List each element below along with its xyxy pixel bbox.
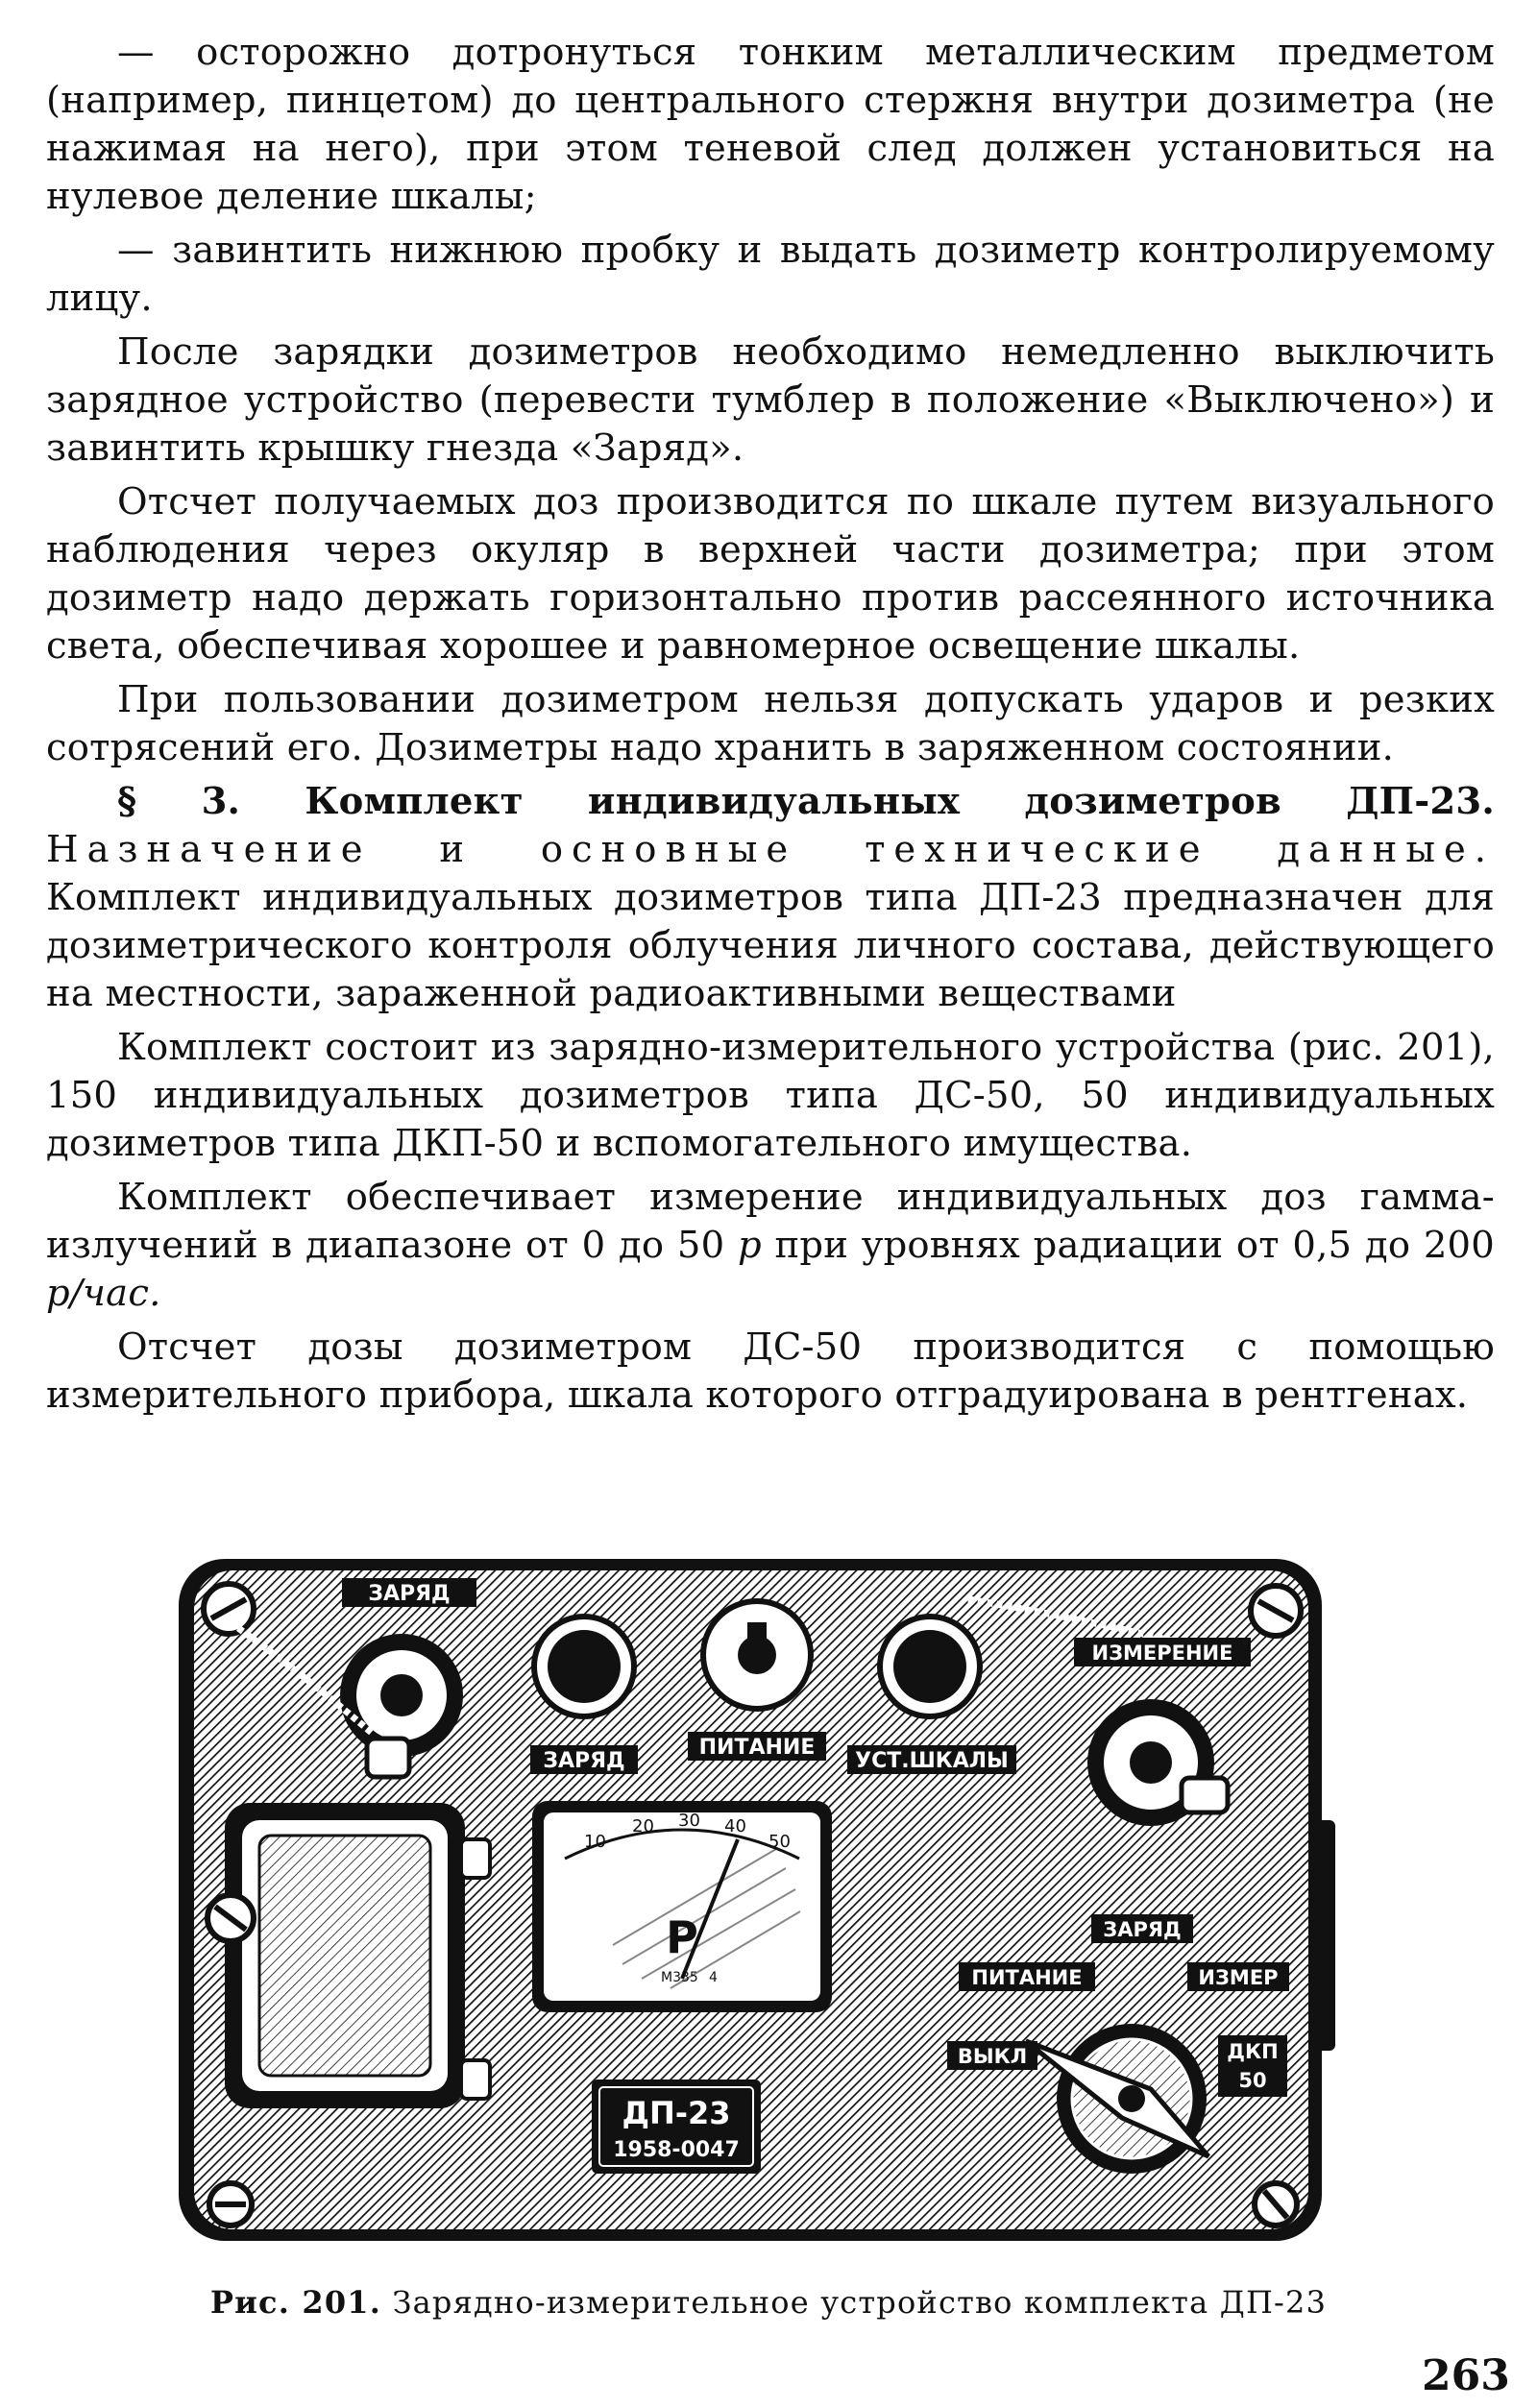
screw-icon <box>204 1584 254 1634</box>
caption-prefix: Рис. 201. <box>209 2284 382 2321</box>
zaryad-socket-label: ЗАРЯД <box>368 1582 451 1606</box>
switch-dkp-number: 50 <box>1238 2069 1267 2092</box>
paragraph-5: При пользовании дозиметром нельзя допускать ударов и резких сотрясений его. Дозиметры надо хранить в заряженном состоянии. <box>46 678 1495 769</box>
meter-small-label: 4 <box>709 1970 718 1985</box>
meter-tick-label: 30 <box>678 1811 700 1831</box>
switch-dkp-label: ДКП <box>1227 2040 1279 2063</box>
knob-zaryad <box>534 1617 634 1716</box>
knob-ust-shkaly <box>880 1617 980 1716</box>
meter-model: М335 <box>661 1970 698 1985</box>
paragraph-6 <box>46 778 1495 1018</box>
unit-r: р <box>737 1224 762 1267</box>
paragraph-2: — завинтить нижнюю пробку и выдать дозиметр контролируемому лицу. <box>46 229 1495 320</box>
device-illustration <box>161 1542 1374 2252</box>
knob-zaryad-label: ЗАРЯД <box>543 1749 625 1773</box>
switch-izmer-label: ИЗМЕР <box>1198 1966 1279 1989</box>
meter-unit: Р <box>666 1911 698 1963</box>
section-heading: § 3. Комплект индивидуальных дозиметров ДП-23. <box>117 780 1495 823</box>
paragraph-8 <box>46 1174 1495 1318</box>
knob-pitanie <box>703 1601 811 1709</box>
paragraph-8-part-b: при уровнях радиации от 0,5 до 200 <box>774 1224 1495 1267</box>
plate-name: ДП-23 <box>622 2095 731 2131</box>
page-number: 263 <box>1422 2351 1510 2400</box>
screw-icon <box>1251 1586 1301 1636</box>
paragraph-3: После зарядки дозиметров необходимо немедленно выключить зарядное устройство (перевести тумблер в положение «Выключено») и завинтить крышку гнезда «Заряд». <box>46 330 1495 470</box>
side-handle <box>1310 1820 1335 2051</box>
unit-r-per-hour: р/час. <box>46 1272 161 1315</box>
switch-vykl-label: ВЫКЛ <box>957 2045 1028 2068</box>
paragraph-8-part-a: Комплект обеспечивает измерение индивидуальных доз гамма-излучений в диапазоне от 0 до 50 <box>46 1176 1495 1267</box>
switch-zaryad-label: ЗАРЯД <box>1103 1918 1182 1941</box>
paragraph-7: Комплект состоит из зарядно-измерительного устройства (рис. 201), 150 индивидуальных дозиметров типа ДС-50, 50 индивидуальных дозиметров типа ДКП-50 и вспомогательного имущества. <box>46 1026 1495 1165</box>
caption-text: Зарядно-измерительное устройство комплекта ДП-23 <box>392 2284 1328 2321</box>
plate-serial: 1958-0047 <box>613 2138 740 2162</box>
knob-pitanie-label: ПИТАНИЕ <box>698 1736 816 1760</box>
meter-tick-label: 10 <box>584 1832 606 1852</box>
izmerenie-label: ИЗМЕРЕНИЕ <box>1091 1642 1233 1665</box>
paragraph-9: Отсчет дозы дозиметром ДС-50 производится с помощью измерительного прибора, шкала которого отградуирована в рентгенах. <box>46 1326 1495 1417</box>
body-text <box>46 29 1495 1425</box>
figure-caption <box>0 2284 1537 2321</box>
meter-tick-label: 50 <box>768 1832 791 1852</box>
section-subheading: Назначение и основные технические данные. <box>46 828 1495 871</box>
screw-icon <box>209 2183 252 2226</box>
switch-pitanie-label: ПИТАНИЕ <box>971 1966 1083 1989</box>
paragraph-1: — осторожно дотронуться тонким металлическим предметом (например, пинцетом) до центрального стержня внутри дозиметра (не нажимая на него), при этом теневой след должен установиться на нулевое деление шкалы; <box>46 31 1495 218</box>
meter-tick-label: 40 <box>724 1816 746 1836</box>
hinged-lid <box>207 1803 490 2108</box>
knob-ust-shkaly-label: УСТ.ШКАЛЫ <box>855 1749 1009 1773</box>
paragraph-6-text: Комплект индивидуальных дозиметров типа ДП-23 предназначен для дозиметрического контроля облучения личного состава, действующего на местности, зараженной радиоактивными веществами <box>46 876 1495 1015</box>
meter-tick-label: 20 <box>632 1816 654 1836</box>
paragraph-4: Отсчет получаемых доз производится по шкале путем визуального наблюдения через окуляр в верхней части дозиметра; при этом дозиметр надо держать горизонтально против рассеянного источника света, обеспечивая хорошее и равномерное освещение шкалы. <box>46 480 1495 668</box>
screw-icon <box>1255 2183 1297 2226</box>
